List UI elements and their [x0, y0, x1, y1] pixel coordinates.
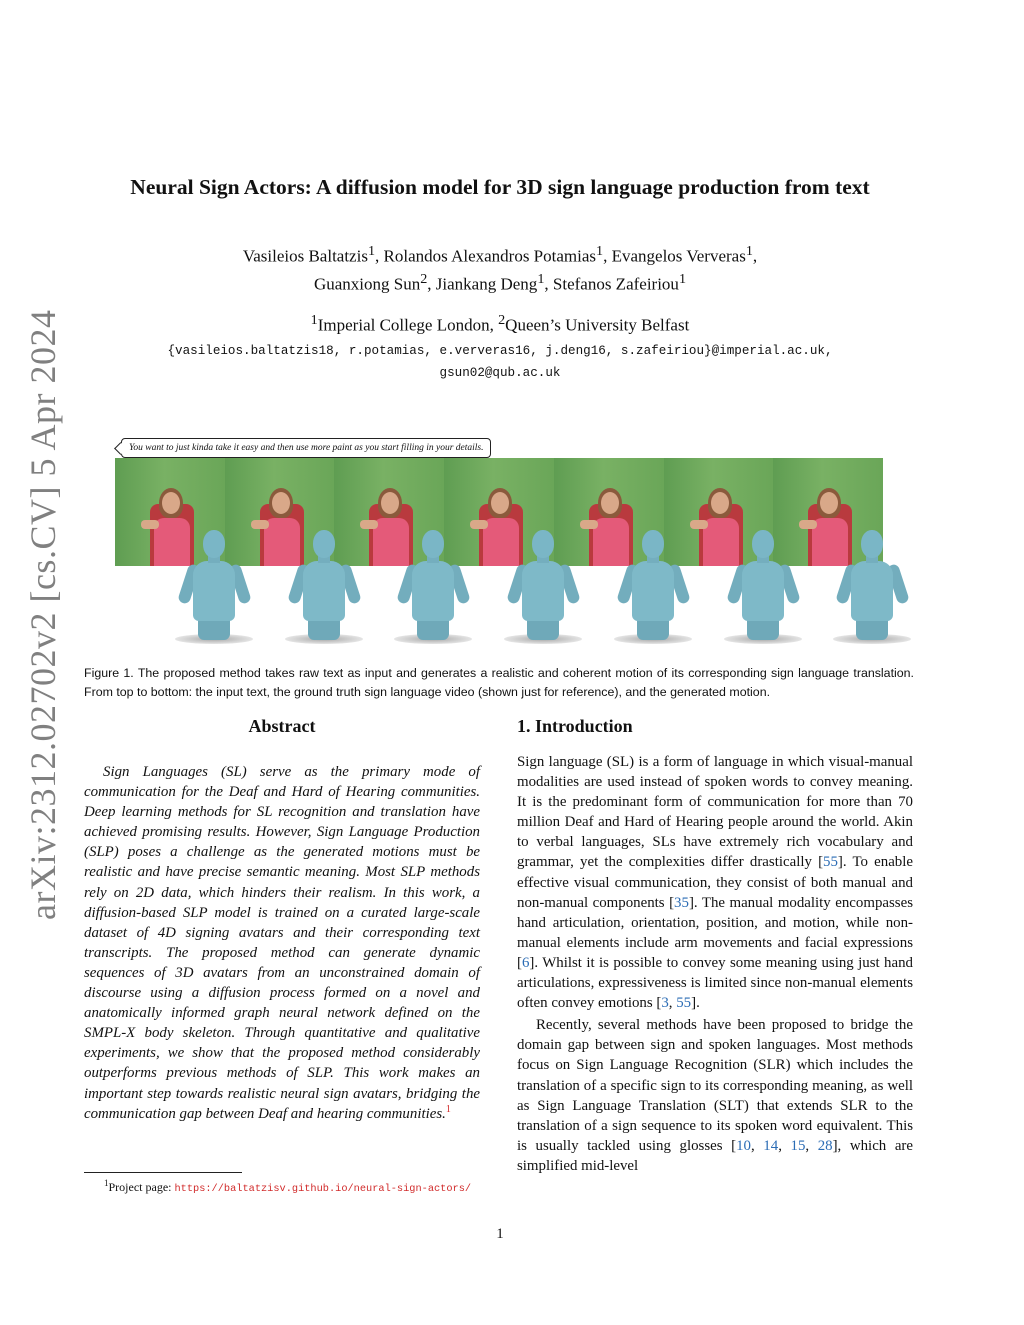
abstract-text [84, 762, 480, 1124]
avatar-pose [664, 528, 774, 654]
citation-link[interactable]: 14 [763, 1137, 779, 1154]
author-affil: 2 [420, 270, 428, 287]
figure-caption: Figure 1. The proposed method takes raw text as input and generates a realistic and coherent motion of its corresponding sign language translation. From top to bottom: the input text, the ground truth sign language video (shown just for reference), and the generated motion. [84, 666, 914, 699]
text-run: ]. The manual modality encompasses hand articulation, orientation, position, and motion, while non-manual elements include arm movements and facial expressions [ [517, 894, 913, 971]
avatar-pose [773, 528, 883, 654]
author-affil: 1 [745, 243, 753, 259]
teaser-figure [115, 458, 883, 654]
citation-link[interactable]: 10 [736, 1137, 751, 1154]
introduction-heading: 1. Introduction [517, 716, 633, 736]
citation-link[interactable]: 28 [817, 1137, 833, 1154]
author-emails [0, 340, 1000, 384]
footnote-ref[interactable]: 1 [445, 1103, 451, 1115]
abstract-heading: Abstract [248, 716, 316, 736]
right-column [517, 716, 913, 1176]
author-affil: 1 [678, 270, 687, 287]
text-run: , [750, 1137, 764, 1154]
footnote-number: 1 [104, 1178, 109, 1188]
citation-link[interactable]: 3 [661, 995, 669, 1012]
email-line: {vasileios.baltatzis18, r.potamias, e.ververas16, j.deng16, s.zafeiriou}@imperial.ac.uk, [167, 344, 833, 358]
affil-num: 1 [310, 312, 318, 328]
text-run: Recently, several methods have been proposed to bridge the domain gap between sign and spoken languages. Most methods focus on Sign Language Recognition (SLR) which includes the translation of a specific sign to its corresponding meaning, as well as Sign Language Translation (SLT) that extends SLR to the translation of a sign sequence to its spoken word equivalent. This is usually tackled using glosses [ [517, 1017, 913, 1154]
email-line: gsun02@qub.ac.uk [439, 366, 561, 380]
author: Jiankang Deng [435, 274, 538, 294]
citation-link[interactable]: 55 [676, 995, 692, 1012]
arxiv-stamp: arXiv:2312.02702v2 [cs.CV] 5 Apr 2024 [23, 309, 63, 920]
footnote [104, 1178, 471, 1195]
avatar-pose [334, 528, 444, 654]
text-run: Sign language (SL) is a form of language in which visual-manual modalities are used instead of spoken words to convey meaning. It is the predominant form of communication for more than 70 million Deaf and Hard of Hearing people around the world. Akin to verbal languages, SLs have extremely rich vocabulary and grammar, yet the complexities differ drastically [ [517, 754, 913, 871]
text-run: ]. Whilst it is possible to convey some meaning using just hand articulations, expressiveness is limited since non-manual elements often convey emotions [ [517, 954, 913, 1012]
footnote-divider [84, 1172, 242, 1173]
left-column [84, 716, 480, 1124]
author: Rolandos Alexandros Potamias [383, 246, 597, 266]
intro-paragraph-2 [517, 1015, 913, 1176]
affil-name: Queen’s University Belfast [505, 315, 690, 335]
text-run: , [778, 1137, 791, 1154]
author-affil: 1 [537, 270, 545, 287]
generated-avatar-strip [115, 528, 883, 654]
page-number: 1 [496, 1226, 504, 1242]
text-run: ]. To enable effective visual communication, they consist of both manual and non-manual components [ [517, 854, 913, 911]
footnote-label: Project page: [108, 1180, 175, 1194]
author: Guanxiong Sun [313, 274, 421, 294]
text-run: , [668, 995, 677, 1012]
avatar-pose [225, 528, 335, 654]
author-affil: 1 [367, 243, 376, 259]
affiliations [0, 312, 1000, 336]
author-line-2: Guanxiong Sun$^2$, Jiankang Deng$^1$, Stefanos Zafeiriou$^1$ [313, 270, 687, 294]
citation-link[interactable]: 15 [790, 1137, 806, 1154]
abstract-body: Sign Languages (SL) serve as the primary mode of communication for the Deaf and Hard of Hearing communities. Deep learning methods for SL recognition and translation have achieved promising results. However, Sign Language Production (SLP) poses a challenge as the generated motions must be realistic and have precise semantic meaning. Most SLP methods rely on 2D data, which hinders their realism. In this work, a diffusion-based SLP model is trained on a curated large-scale dataset of 4D signing avatars and their corresponding text transcripts. The proposed method can generate dynamic sequences of 3D avatars from an unconstrained domain of discourse using a diffusion process formed on a novel and anatomically informed graph neural network defined on the SMPL-X body skeleton. Through quantitative and qualitative experiments, we show that the proposed method considerably outperforms previous methods of SLP. This work makes an important step towards realistic neural sign avatars, bridging the communication gap between Deaf and hearing communities. [84, 764, 480, 1122]
input-text-bubble: You want to just kinda take it easy and then use more paint as you start filling in your details. [121, 438, 491, 458]
affil-num: 2 [498, 312, 506, 328]
author-list [0, 240, 1000, 295]
avatar-pose [444, 528, 554, 654]
author: Stefanos Zafeiriou [552, 274, 679, 294]
project-page-link[interactable]: https://baltatzisv.github.io/neural-sign-actors/ [174, 1183, 472, 1195]
citation-link[interactable]: 55 [823, 854, 838, 871]
author: Evangelos Ververas [611, 246, 746, 266]
author: Vasileios Baltatzis [242, 246, 368, 266]
text-run: ], which are simplified mid-level [517, 1137, 914, 1174]
avatar-pose [115, 528, 225, 654]
paper-title: Neural Sign Actors: A diffusion model for 3D sign language production from text [130, 175, 870, 199]
intro-paragraph-1 [517, 752, 913, 1013]
affil-name: Imperial College London, [317, 315, 499, 335]
author-line-1: Vasileios Baltatzis$^1$, Rolandos Alexandros Potamias$^1$, Evangelos Ververas$^1$, [242, 243, 758, 266]
author-affil: 1 [596, 243, 604, 259]
citation-link[interactable]: 6 [521, 954, 530, 971]
text-run: ]. [691, 995, 700, 1012]
text-run: , [805, 1137, 818, 1154]
avatar-pose [554, 528, 664, 654]
citation-link[interactable]: 35 [674, 894, 689, 911]
